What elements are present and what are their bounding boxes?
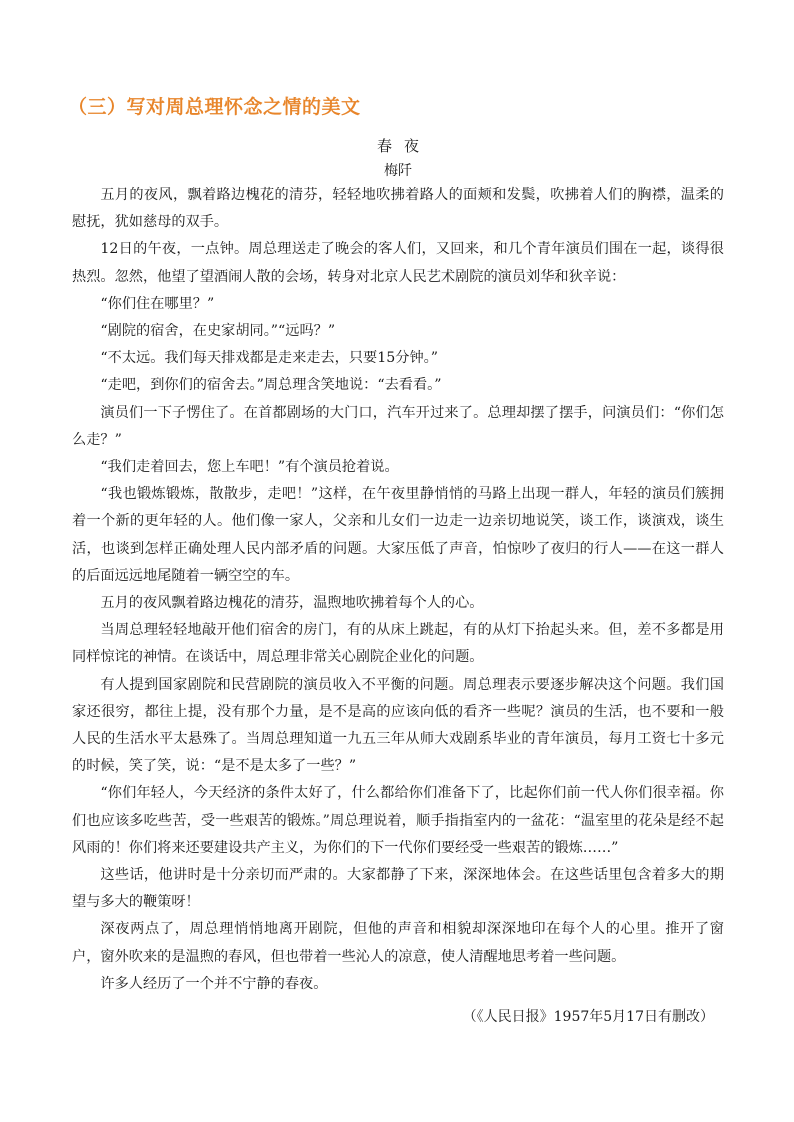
paragraph: 这些话，他讲时是十分亲切而严肃的。大家都静了下来，深深地体会。在这些话里包含着多大的期望与多大的鞭策呀！ xyxy=(72,867,724,911)
paragraph: 有人提到国家剧院和民营剧院的演员收入不平衡的问题。周总理表示要逐步解决这个问题。我们国家还很穷，都往上提，没有那个力量，是不是高的应该向低的看齐一些呢？演员的生活，也不要和一般人民的生活水平太悬殊了。当周总理知道一九五三年从师大戏剧系毕业的青年演员，每月工资七十多元的时候，笑了笑，说：“是不是太多了一些？” xyxy=(72,676,724,775)
paragraph: “你们年轻人，今天经济的条件太好了，什么都给你们准备下了，比起你们前一代人你们很幸福。你们也应该多吃些苦，受一些艰苦的锻炼。”周总理说着，顺手指指室内的一盆花：“温室里的花朵是经不起风雨的！你们将来还要建设共产主义，为你们的下一代你们要经受一些艰苦的锻炼……” xyxy=(72,785,724,856)
article-source: （《人民日报》1957年5月17日有删改） xyxy=(462,1009,714,1026)
paragraph: “不太远。我们每天排戏都是走来走去，只要15分钟。” xyxy=(100,350,438,367)
paragraph: 当周总理轻轻地敲开他们宿舍的房门，有的从床上跳起，有的从灯下抬起头来。但，差不多都是用同样惊诧的神情。在谈话中，周总理非常关心剧院企业化的问题。 xyxy=(72,622,724,666)
paragraph: 五月的夜风，飘着路边槐花的清芬，轻轻地吹拂着路人的面颊和发鬓，吹拂着人们的胸襟，温柔的慰抚，犹如慈母的双手。 xyxy=(72,187,724,231)
paragraph: 五月的夜风飘着路边槐花的清芬，温煦地吹拂着每个人的心。 xyxy=(100,595,484,612)
paragraph: 12日的午夜，一点钟。周总理送走了晚会的客人们，又回来，和几个青年演员们围在一起，谈得很热烈。忽然，他望了望酒闹人散的会场，转身对北京人民艺术剧院的演员刘华和狄辛说： xyxy=(72,241,724,285)
paragraph: “你们住在哪里？” xyxy=(100,295,215,312)
document-page xyxy=(68,92,724,1032)
paragraph: “我们走着回去，您上车吧！”有个演员抢着说。 xyxy=(100,459,399,476)
paragraph: “我也锻炼锻炼，散散步，走吧！”这样，在午夜里静悄悄的马路上出现一群人，年轻的演员们簇拥着一个新的更年轻的人。他们像一家人，父亲和儿女们一边走一边亲切地说笑，谈工作，谈演戏，谈生活，也谈到怎样正确处理人民内部矛盾的问题。大家压低了声音，怕惊吵了夜归的行人——在这一群人的后面远远地尾随着一辆空空的车。 xyxy=(72,486,724,584)
paragraph: 演员们一下子愣住了。在首都剧场的大门口，汽车开过来了。总理却摆了摆手，问演员们：“你们怎么走？” xyxy=(72,404,724,448)
article-author: 梅阡 xyxy=(384,163,412,179)
article-title: 春夜 xyxy=(376,137,431,155)
paragraph: “走吧，到你们的宿舍去。”周总理含笑地说：“去看看。” xyxy=(100,377,442,394)
paragraph: 深夜两点了，周总理悄悄地离开剧院，但他的声音和相貌却深深地印在每个人的心里。推开了窗户，窗外吹来的是温煦的春风，但也带着一些沁人的凉意，使人清醒地思考着一些问题。 xyxy=(72,921,724,965)
section-heading: （三）写对周总理怀念之情的美文 xyxy=(68,96,361,118)
article-body xyxy=(72,182,724,998)
paragraph: 许多人经历了一个并不宁静的春夜。 xyxy=(100,975,328,992)
paragraph: “剧院的宿舍，在史家胡同。”“远吗？” xyxy=(100,323,336,340)
